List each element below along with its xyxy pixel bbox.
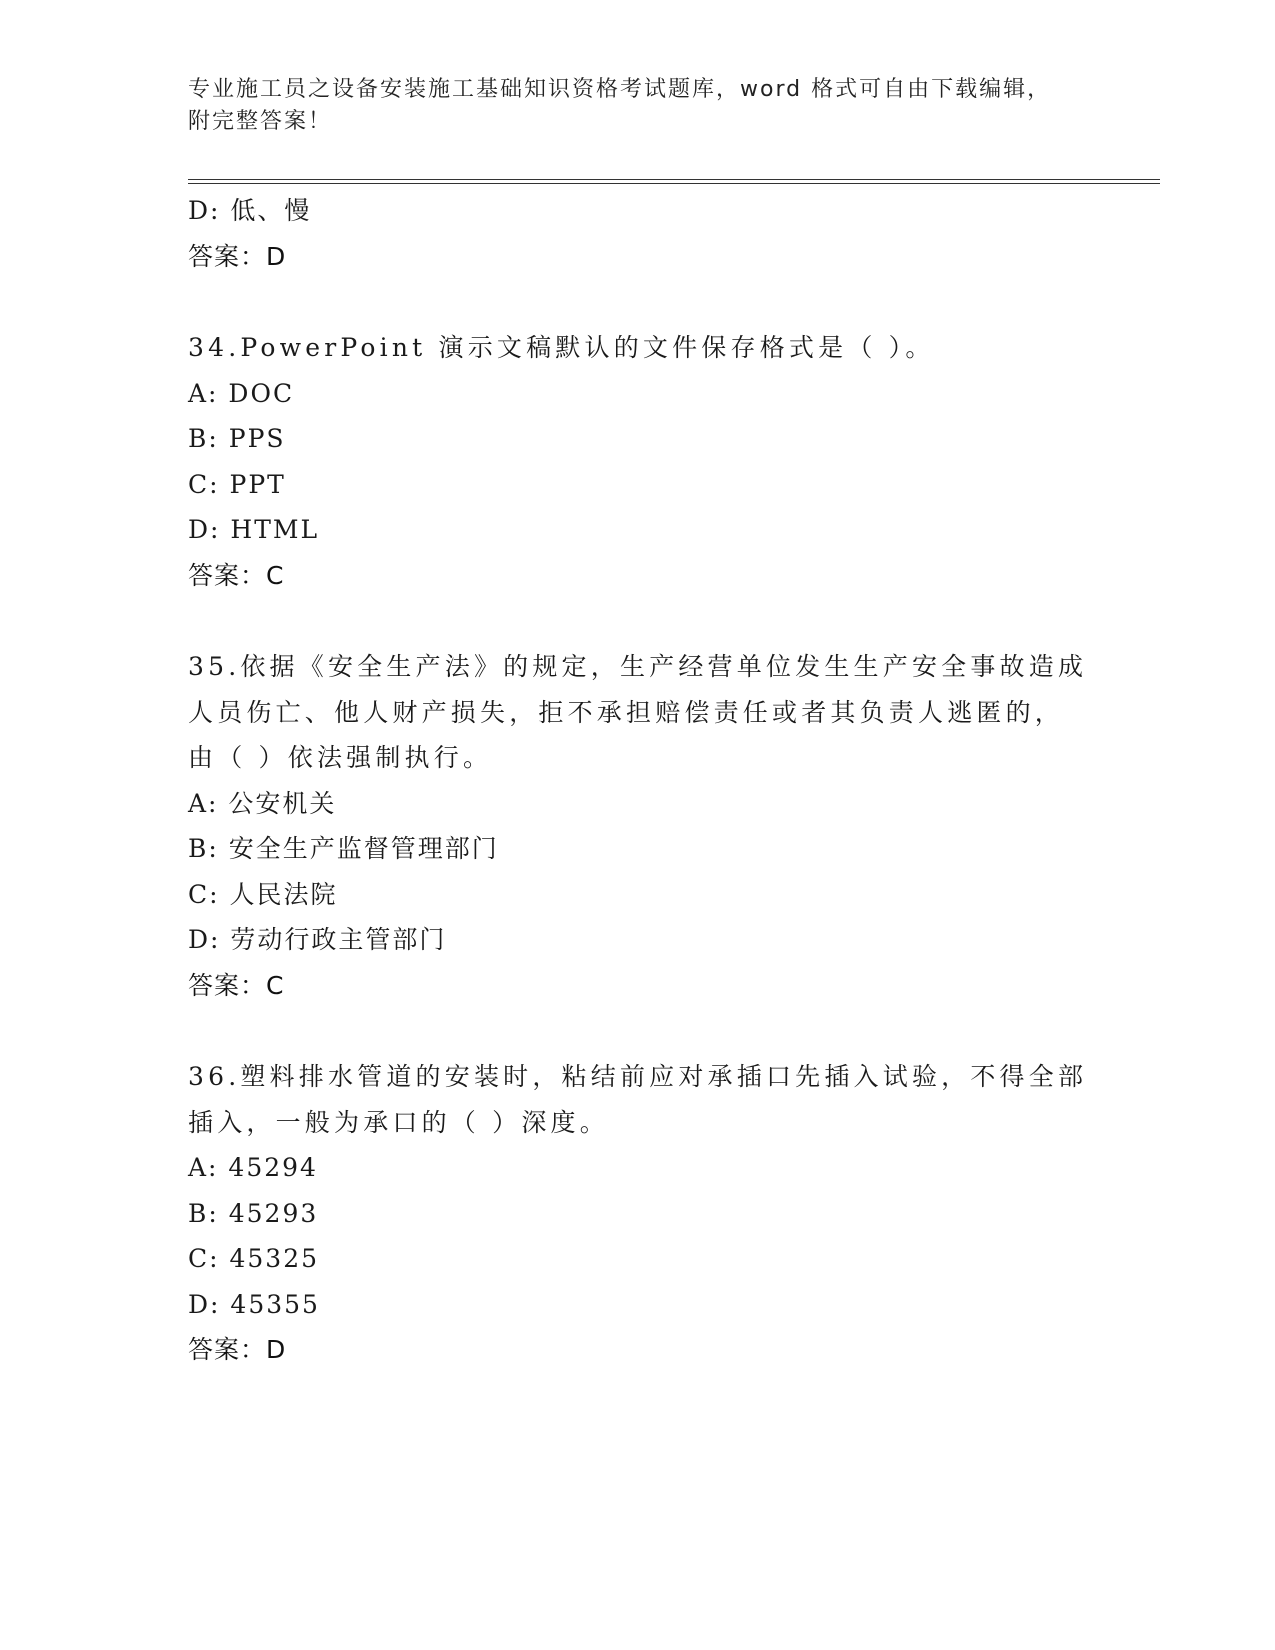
option-a: A: 45294: [188, 1153, 318, 1182]
question-34: [188, 325, 1088, 598]
option-a: A: DOC: [188, 378, 295, 408]
option-b: B: PPS: [188, 424, 286, 453]
document-body: [188, 188, 1088, 1373]
option-d: D: HTML: [188, 515, 320, 544]
option-c: C: PPT: [188, 469, 286, 499]
spacer: [188, 1008, 1088, 1054]
page-header: [188, 74, 1088, 138]
question-text: 34.PowerPoint 演示文稿默认的文件保存格式是（ ）。: [188, 333, 935, 362]
header-line-2: 附完整答案！: [188, 109, 333, 134]
prev-option-d: D: 低、慢: [188, 196, 312, 225]
spacer: [188, 598, 1088, 644]
answer: 答案：D: [188, 1335, 287, 1364]
option-b: B: 45293: [188, 1198, 319, 1228]
spacer: [188, 279, 1088, 325]
question-36: [188, 1054, 1088, 1373]
option-d: D: 劳动行政主管部门: [188, 925, 447, 954]
option-d: D: 45355: [188, 1289, 320, 1319]
option-b: B: 安全生产监督管理部门: [188, 834, 499, 863]
option-c: C: 人民法院: [188, 879, 338, 909]
question-text: 36.塑料排水管道的安装时，粘结前应对承插口先插入试验，不得全部插入，一般为承口的（ ）深度。: [188, 1062, 1088, 1137]
option-c: C: 45325: [188, 1244, 320, 1273]
answer: 答案：C: [188, 970, 285, 1000]
header-line-1: 专业施工员之设备安装施工基础知识资格考试题库，word 格式可自由下载编辑，: [188, 77, 1052, 102]
question-text: 35.依据《安全生产法》的规定，生产经营单位发生生产安全事故造成人员伤亡、他人财产损失，拒不承担赔偿责任或者其负责人逃匿的，由（ ）依法强制执行。: [188, 652, 1088, 772]
prev-answer: 答案：D: [188, 241, 287, 271]
answer: 答案：C: [188, 560, 285, 590]
question-35: [188, 644, 1088, 1008]
option-a: A: 公安机关: [188, 788, 337, 818]
header-divider-top: [188, 179, 1160, 180]
header-divider-bottom: [188, 183, 1160, 184]
